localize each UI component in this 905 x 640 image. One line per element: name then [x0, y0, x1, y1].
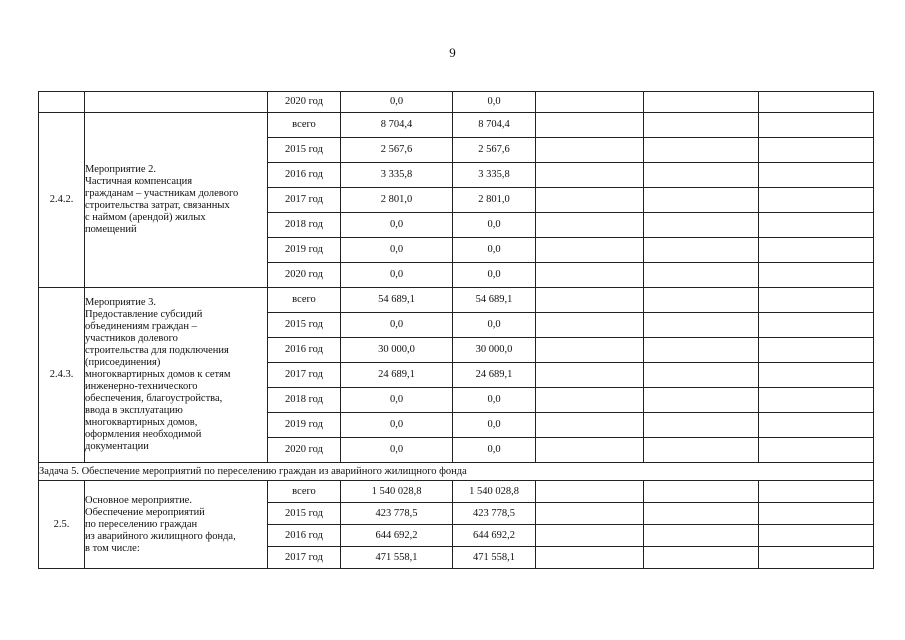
empty-cell — [644, 113, 759, 138]
period-cell: 2018 год — [268, 213, 341, 238]
empty-cell — [536, 413, 644, 438]
amount-cell: 0,0 — [453, 263, 536, 288]
empty-cell — [536, 188, 644, 213]
empty-cell — [759, 363, 874, 388]
amount-cell: 0,0 — [453, 92, 536, 113]
amount-cell: 1 540 028,8 — [453, 481, 536, 503]
empty-cell — [644, 288, 759, 313]
item-number: 2.5. — [39, 481, 85, 569]
period-cell: 2018 год — [268, 388, 341, 413]
amount-cell: 1 540 028,8 — [341, 481, 453, 503]
empty-cell — [536, 313, 644, 338]
period-cell: 2020 год — [268, 438, 341, 463]
item-number: 2.4.3. — [39, 288, 85, 463]
amount-cell: 8 704,4 — [453, 113, 536, 138]
empty-cell — [536, 288, 644, 313]
amount-cell: 0,0 — [453, 413, 536, 438]
empty-cell — [644, 188, 759, 213]
amount-cell: 30 000,0 — [341, 338, 453, 363]
empty-cell — [759, 163, 874, 188]
period-cell: 2020 год — [268, 92, 341, 113]
page-number: 9 — [449, 45, 456, 60]
period-cell: 2016 год — [268, 525, 341, 547]
task-row — [39, 463, 874, 481]
amount-cell: 3 335,8 — [453, 163, 536, 188]
empty-cell — [759, 113, 874, 138]
amount-cell: 644 692,2 — [453, 525, 536, 547]
empty-cell — [536, 138, 644, 163]
empty-cell — [644, 481, 759, 503]
amount-cell: 0,0 — [453, 388, 536, 413]
item-description: Мероприятие 2. Частичная компенсация гражданам – участникам долевого строительства затрат, связанных с наймом (арендой) жилых помещений — [85, 113, 268, 288]
period-cell: 2019 год — [268, 413, 341, 438]
empty-cell — [759, 313, 874, 338]
empty-cell — [644, 388, 759, 413]
empty-cell — [644, 92, 759, 113]
empty-cell — [644, 338, 759, 363]
empty-cell — [644, 503, 759, 525]
empty-cell — [759, 238, 874, 263]
empty-cell — [759, 263, 874, 288]
empty-cell — [644, 413, 759, 438]
table-row — [39, 113, 874, 138]
empty-cell — [759, 503, 874, 525]
empty-cell — [759, 138, 874, 163]
table-row — [39, 481, 874, 503]
empty-cell — [644, 163, 759, 188]
empty-cell — [536, 213, 644, 238]
period-cell: 2017 год — [268, 547, 341, 569]
period-cell: 2020 год — [268, 263, 341, 288]
empty-cell — [759, 438, 874, 463]
empty-cell — [536, 525, 644, 547]
amount-cell: 0,0 — [341, 238, 453, 263]
empty-cell — [644, 138, 759, 163]
amount-cell: 471 558,1 — [453, 547, 536, 569]
amount-cell: 24 689,1 — [453, 363, 536, 388]
amount-cell: 30 000,0 — [453, 338, 536, 363]
empty-cell — [536, 238, 644, 263]
empty-cell — [759, 413, 874, 438]
amount-cell: 8 704,4 — [341, 113, 453, 138]
period-cell: 2016 год — [268, 338, 341, 363]
amount-cell: 0,0 — [453, 213, 536, 238]
empty-cell — [536, 338, 644, 363]
empty-cell — [644, 438, 759, 463]
empty-cell — [536, 163, 644, 188]
item-number: 2.4.2. — [39, 113, 85, 288]
period-cell: 2015 год — [268, 503, 341, 525]
amount-cell: 2 801,0 — [341, 188, 453, 213]
amount-cell: 423 778,5 — [453, 503, 536, 525]
empty-cell — [644, 525, 759, 547]
empty-cell — [536, 363, 644, 388]
period-cell: 2015 год — [268, 138, 341, 163]
amount-cell: 24 689,1 — [341, 363, 453, 388]
empty-cell — [759, 338, 874, 363]
empty-cell — [536, 113, 644, 138]
amount-cell: 2 801,0 — [453, 188, 536, 213]
empty-cell — [536, 503, 644, 525]
empty-cell — [536, 438, 644, 463]
amount-cell: 0,0 — [341, 263, 453, 288]
empty-cell — [536, 388, 644, 413]
amount-cell: 0,0 — [453, 438, 536, 463]
empty-cell — [644, 238, 759, 263]
empty-cell — [39, 92, 85, 113]
empty-cell — [644, 313, 759, 338]
amount-cell: 0,0 — [341, 388, 453, 413]
table-row — [39, 92, 874, 113]
empty-cell — [644, 547, 759, 569]
period-cell: 2017 год — [268, 363, 341, 388]
period-cell: всего — [268, 288, 341, 313]
empty-cell — [644, 213, 759, 238]
empty-cell — [759, 188, 874, 213]
amount-cell: 2 567,6 — [341, 138, 453, 163]
empty-cell — [759, 92, 874, 113]
empty-cell — [759, 288, 874, 313]
period-cell: 2015 год — [268, 313, 341, 338]
item-description: Мероприятие 3. Предоставление субсидий объединениям граждан – участников долевого строительства для подключения (присоединения) многоквартирных домов к сетям инженерно-технического обеспечения, благоустройства, ввода в эксплуатацию многоквартирных домов, оформления необходимой документации — [85, 288, 268, 463]
amount-cell: 423 778,5 — [341, 503, 453, 525]
amount-cell: 0,0 — [341, 92, 453, 113]
item-description: Основное мероприятие. Обеспечение мероприятий по переселению граждан из аварийного жилищного фонда, в том числе: — [85, 481, 268, 569]
empty-cell — [759, 481, 874, 503]
period-cell: всего — [268, 113, 341, 138]
period-cell: 2017 год — [268, 188, 341, 213]
amount-cell: 0,0 — [341, 438, 453, 463]
empty-cell — [536, 481, 644, 503]
amount-cell: 54 689,1 — [453, 288, 536, 313]
amount-cell: 3 335,8 — [341, 163, 453, 188]
empty-cell — [85, 92, 268, 113]
empty-cell — [759, 547, 874, 569]
amount-cell: 54 689,1 — [341, 288, 453, 313]
amount-cell: 2 567,6 — [453, 138, 536, 163]
amount-cell: 0,0 — [341, 413, 453, 438]
table-row — [39, 288, 874, 313]
period-cell: 2019 год — [268, 238, 341, 263]
empty-cell — [759, 525, 874, 547]
amount-cell: 0,0 — [453, 238, 536, 263]
financing-table — [38, 91, 874, 569]
amount-cell: 644 692,2 — [341, 525, 453, 547]
empty-cell — [759, 213, 874, 238]
empty-cell — [536, 263, 644, 288]
period-cell: 2016 год — [268, 163, 341, 188]
empty-cell — [536, 547, 644, 569]
period-cell: всего — [268, 481, 341, 503]
amount-cell: 471 558,1 — [341, 547, 453, 569]
amount-cell: 0,0 — [341, 313, 453, 338]
empty-cell — [644, 263, 759, 288]
empty-cell — [759, 388, 874, 413]
amount-cell: 0,0 — [341, 213, 453, 238]
amount-cell: 0,0 — [453, 313, 536, 338]
empty-cell — [536, 92, 644, 113]
empty-cell — [644, 363, 759, 388]
task-heading: Задача 5. Обеспечение мероприятий по переселению граждан из аварийного жилищного фонда — [39, 463, 874, 481]
